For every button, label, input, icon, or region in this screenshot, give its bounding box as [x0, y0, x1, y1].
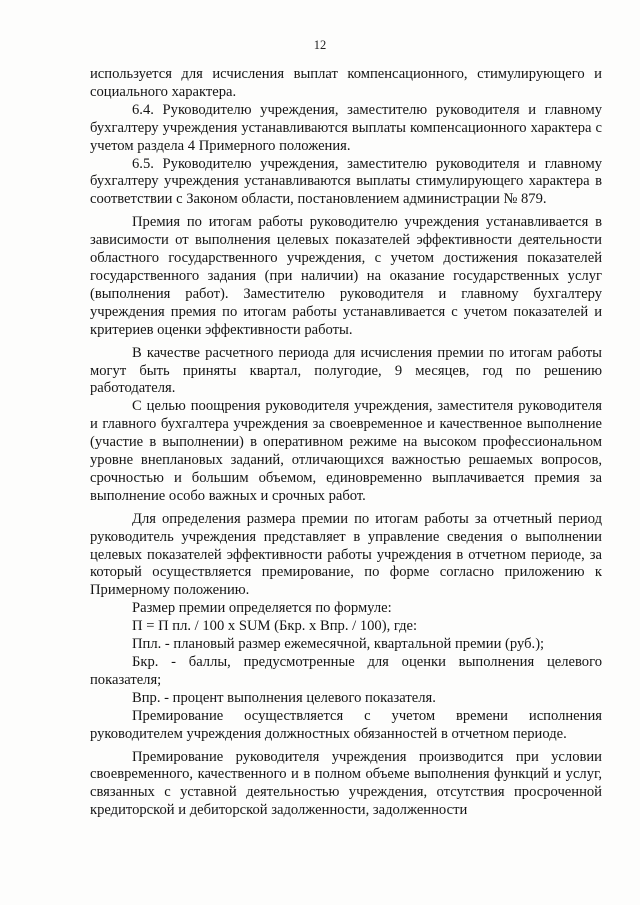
formula: П = П пл. / 100 x SUM (Бкр. x Впр. / 100), где:: [132, 618, 418, 635]
paragraph: 6.4. Руководителю учреждения, заместителю руководителя и главному бухгалтеру учреждения устанавливаются выплаты компенсационного характера с учетом раздела 4 Примерного положения.: [90, 101, 602, 154]
paragraph: Премирование осуществляется с учетом времени исполнения руководителем учреждения должностных обязанностей в отчетном периоде.: [90, 707, 602, 742]
paragraph: Премирование руководителя учреждения производится при условии своевременного, качественного и в полном объеме выполнения функций и услуг, связанных с уставной деятельностью учреждения, отсутствия просроченной кредиторской и дебиторской задолженности, задолженности: [90, 748, 602, 819]
formula-intro: Размер премии определяется по формуле:: [132, 600, 392, 617]
paragraph: Для определения размера премии по итогам работы за отчетный период руководитель учреждения представляет в управление сведения о выполнении целевых показателей эффективности работы учреждения в отчетном периоде, за который осуществляется премирование, по форме согласно приложению к Примерному положению.: [90, 510, 602, 599]
document-body: [90, 66, 602, 820]
paragraph: С целью поощрения руководителя учреждения, заместителя руководителя и главного бухгалтера учреждения за своевременное и качественное выполнение (участие в выполнении) в оперативном режиме на высоком профессиональном уровне внеплановых заданий, отличающихся важностью решаемых вопросов, срочностью и большим объемом, единовременно выплачивается премия за выполнение особо важных и срочных работ.: [90, 398, 602, 504]
formula-legend-item: Впр. - процент выполнения целевого показателя.: [132, 689, 436, 706]
paragraph: Премия по итогам работы руководителю учреждения устанавливается в зависимости от выполнения целевых показателей эффективности деятельности областного государственного учреждения, с учетом достижения показателей государственного задания (при наличии) на оказание государственных услуг (выполнения работ). Заместителю руководителя и главному бухгалтеру учреждения премия по итогам работы устанавливается с учетом показателей и критериев оценки эффективности работы.: [90, 214, 602, 338]
formula-legend-item: Бкр. - баллы, предусмотренные для оценки выполнения целевого показателя;: [90, 654, 602, 688]
page-number: 12: [313, 38, 327, 52]
paragraph: 6.5. Руководителю учреждения, заместителю руководителя и главному бухгалтеру учреждения устанавливаются выплаты стимулирующего характера в соответствии с Законом области, постановлением администрации № 879.: [90, 155, 602, 208]
paragraph: используется для исчисления выплат компенсационного, стимулирующего и социального характера.: [90, 66, 602, 100]
formula-legend-item: Ппл. - плановый размер ежемесячной, квартальной премии (руб.);: [132, 636, 545, 653]
paragraph: В качестве расчетного периода для исчисления премии по итогам работы могут быть приняты квартал, полугодие, 9 месяцев, год по решению работодателя.: [90, 344, 602, 397]
